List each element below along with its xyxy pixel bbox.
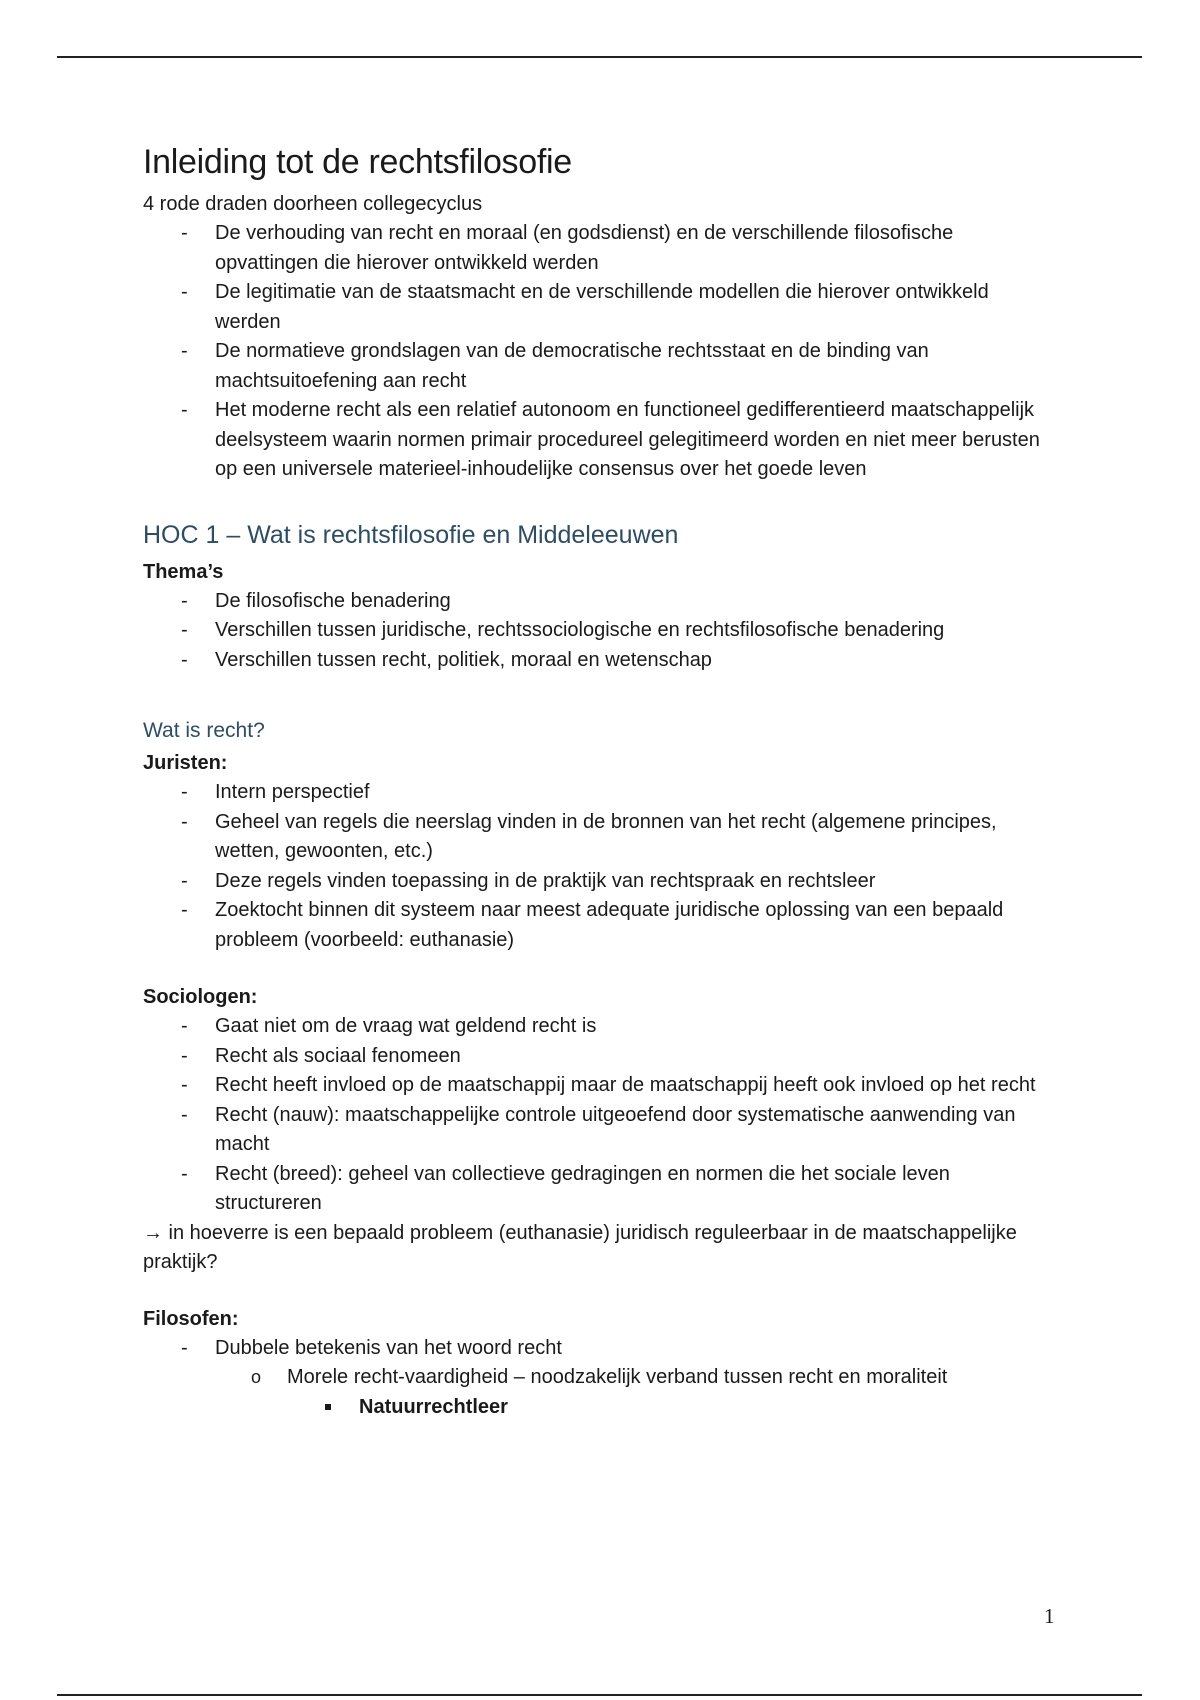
- list-item: - Het moderne recht als een relatief autonoom en functioneel gedifferentieerd maatschappelijk deelsysteem waarin normen primair procedureel gelegitimeerd worden en niet meer berusten op een universele materieel-inhoudelijke consensus over het goede leven: [215, 396, 1043, 485]
- list-item: - Deze regels vinden toepassing in de praktijk van rechtspraak en rechtsleer: [215, 867, 1043, 897]
- list-item: - Intern perspectief: [215, 778, 1043, 808]
- filosofen-sub-text: Morele recht-vaardigheid – noodzakelijk verband tussen recht en moraliteit: [287, 1366, 948, 1388]
- list-item: - Zoektocht binnen dit systeem naar meest adequate juridische oplossing van een bepaald probleem (voorbeeld: euthanasie): [215, 896, 1043, 955]
- themas-label: Thema’s: [143, 560, 224, 583]
- themas-list: [143, 587, 1043, 676]
- document-title: Inleiding tot de rechtsfilosofie: [143, 143, 572, 181]
- list-item: - De normatieve grondslagen van de democratische rechtsstaat en de binding van machtsuitoefening aan recht: [215, 337, 1043, 396]
- spacer: [143, 1277, 1043, 1305]
- list-item: - De filosofische benadering: [215, 587, 1043, 617]
- list-item: - Gaat niet om de vraag wat geldend recht is: [215, 1012, 1043, 1042]
- sub-sub-list-item: Natuurrechtleer: [359, 1393, 1043, 1423]
- page-number: 1: [1044, 1604, 1055, 1628]
- sociologen-list: [143, 1012, 1043, 1219]
- filosofen-subsublist: [287, 1393, 1043, 1423]
- sociologen-label: Sociologen:: [143, 986, 258, 1008]
- page-content: [143, 143, 1043, 1422]
- list-item: - Recht als sociaal fenomeen: [215, 1042, 1043, 1072]
- list-item: - Recht (breed): geheel van collectieve gedragingen en normen die het sociale leven structureren: [215, 1160, 1043, 1219]
- top-rule: [57, 56, 1142, 58]
- list-item: - Verschillen tussen juridische, rechtssociologische en rechtsfilosofische benadering: [215, 616, 1043, 646]
- list-item: - De verhouding van recht en moraal (en godsdienst) en de verschillende filosofische opvattingen die hierover ontwikkeld werden: [215, 219, 1043, 278]
- list-item: - De legitimatie van de staatsmacht en de verschillende modellen die hierover ontwikkeld werden: [215, 278, 1043, 337]
- filosofen-list: [143, 1334, 1043, 1423]
- list-item: - Geheel van regels die neerslag vinden in de bronnen van het recht (algemene principes, wetten, gewoonten, etc.): [215, 808, 1043, 867]
- list-item: [215, 1334, 1043, 1423]
- list-item: - Verschillen tussen recht, politiek, moraal en wetenschap: [215, 646, 1043, 676]
- filosofen-item-text: Dubbele betekenis van het woord recht: [215, 1336, 562, 1359]
- wat-is-recht-heading: Wat is recht?: [143, 719, 265, 742]
- bottom-rule: [57, 1694, 1142, 1696]
- hoc1-heading: HOC 1 – Wat is rechtsfilosofie en Middeleeuwen: [143, 520, 679, 549]
- sociologen-conclusion: → in hoeverre is een bepaald probleem (euthanasie) juridisch reguleerbaar in de maatschappelijke praktijk?: [143, 1221, 1017, 1273]
- intro-list: [143, 219, 1043, 485]
- filosofen-sublist: [215, 1363, 1043, 1422]
- filosofen-label: Filosofen:: [143, 1307, 239, 1330]
- juristen-list: [143, 778, 1043, 955]
- list-item: - Recht heeft invloed op de maatschappij maar de maatschappij heeft ook invloed op het recht: [215, 1071, 1043, 1101]
- sub-list-item: [287, 1363, 1043, 1422]
- juristen-label: Juristen:: [143, 752, 228, 774]
- spacer: [143, 955, 1043, 983]
- intro-text: 4 rode draden doorheen collegecyclus: [143, 193, 483, 215]
- list-item: - Recht (nauw): maatschappelijke controle uitgeoefend door systematische aanwending van macht: [215, 1101, 1043, 1160]
